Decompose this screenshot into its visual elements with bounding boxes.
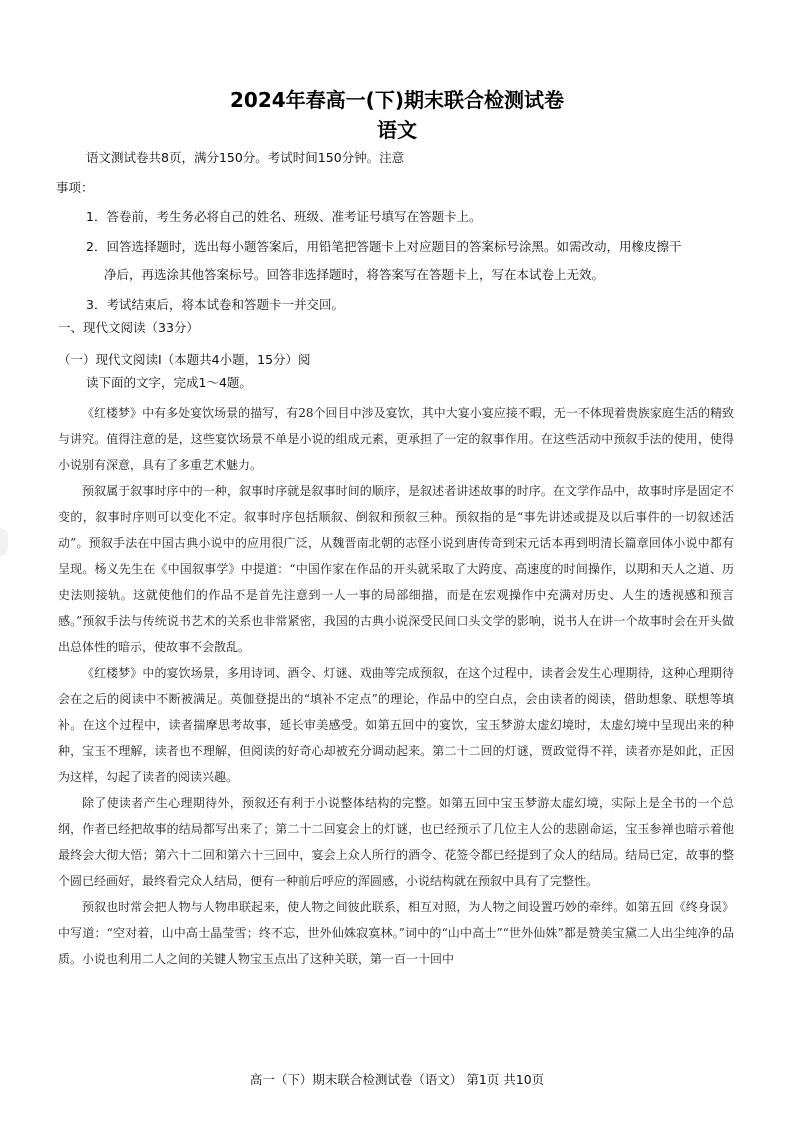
notice-item-1: 1．答卷前，考生务必将自己的姓名、班级、准考证号填写在答题卡上。 [86, 209, 482, 224]
passage-paragraph: 除了使读者产生心理期待外，预叙还有利于小说整体结构的完整。如第五回中宝玉梦游太虚幻境，实际上是全书的一个总纲，作者已经把故事的结局都写出来了；第二十二回宴会上的灯谜，也已经预示了几位主人公的悲剧命运，宝玉参禅也暗示着他最终会大彻大悟；第六十二回和第六十三回中，宴会上众人所行的酒令、花签令都已经提到了众人的结局。结局已定，故事的整个圆已经画好，最终看完众人结局，便有一种前后呼应的浑圆感，小说结构就在预叙中具有了完整性。 [58, 796, 734, 888]
passage-paragraph: 预叙属于叙事时序中的一种，叙事时序就是叙事时间的顺序，是叙述者讲述故事的时序。在文学作品中，故事时序是固定不变的，叙事时序则可以变化不定。叙事时序包括顺叙、倒叙和预叙三种。预叙指的是“事先讲述或提及以后事件的一切叙述活动”。预叙手法在中国古典小说中的应用很广泛，从魏晋南北朝的志怪小说到唐传奇到宋元话本再到明清长篇章回体小说中都有呈现。杨义先生在《中国叙事学》中提道：“中国作家在作品的开头就采取了大跨度、高速度的时间操作，以期和天人之道、历史法则接轨。这就使他们的作品不是首先注意到一人一事的局部细描，而是在宏观操作中充满对历史、人生的透视感和预言感。”预叙手法与传统说书艺术的关系也非常紧密，我国的古典小说深受民间口头文学的影响，说书人在讲一个故事时会在开头做出总体性的暗示，使故事不会散乱。 [58, 484, 734, 654]
page-footer: 高一（下）期末联合检测试卷（语文） 第1页 共10页 [249, 1072, 545, 1087]
reading-instruction: 读下面的文字，完成1～4题。 [86, 375, 252, 390]
notice-item-3: 3．考试结束后，将本试卷和答题卡一并交回。 [86, 297, 344, 312]
section-heading: 一、现代文阅读（33分） [58, 320, 199, 335]
subject-title: 语文 [377, 118, 417, 142]
notice-intro-cont: 事项： [56, 180, 94, 195]
sub-section-heading: （一）现代文阅读Ⅰ（本题共4小题，15分）阅 [58, 352, 311, 367]
notice-item-2: 2．回答选择题时，选出每小题答案后，用铅笔把答题卡上对应题目的答案标号涂黑。如需改动，用橡皮擦干 [86, 239, 682, 254]
passage-paragraph: 《红楼梦》中的宴饮场景，多用诗词、酒令、灯谜、戏曲等完成预叙，在这个过程中，读者会发生心理期待，这种心理期待会在之后的阅读中不断被满足。英伽登提出的“填补不定点”的理论，作品中的空白点，会由读者的阅读，借助想象、联想等填补。在这个过程中，读者揣摩思考故事，延长审美感受。如第五回中的宴饮，宝玉梦游太虚幻境时，太虚幻境中呈现出来的种种，宝玉不理解，读者也不理解，但阅读的好奇心却被充分调动起来。第二十二回的灯谜，贾政觉得不祥，读者亦是如此，正因为这样，勾起了读者的阅读兴趣。 [58, 666, 734, 784]
reading-passage [58, 400, 734, 972]
exam-title: 2024年春高一(下)期末联合检测试卷 [230, 88, 564, 112]
passage-paragraph: 《红楼梦》中有多处宴饮场景的描写，有28个回目中涉及宴饮，其中大宴小宴应接不暇，无一不体现着贵族家庭生活的精致与讲究。值得注意的是，这些宴饮场景不单是小说的组成元素，更承担了一定的叙事作用。在这些活动中预叙手法的使用，使得小说别有深意，具有了多重艺术魅力。 [58, 406, 734, 472]
page-edge-mark [0, 528, 8, 556]
notice-item-2-cont: 净后，再选涂其他答案标号。回答非选择题时，将答案写在答题卡上，写在本试卷上无效。 [104, 267, 605, 282]
passage-paragraph: 预叙也时常会把人物与人物串联起来，使人物之间彼此联系，相互对照，为人物之间设置巧妙的牵绊。如第五回《终身误》中写道：“空对着，山中高士晶莹雪；终不忘，世外仙姝寂寞林。”词中的“山中高士”“世外仙姝”都是赞美宝黛二人出尘纯净的品质。小说也利用二人之间的关键人物宝玉点出了这种关联，第一百一十回中 [58, 900, 734, 966]
notice-intro: 语文测试卷共8页，满分150分。考试时间150分钟。注意 [86, 150, 405, 165]
